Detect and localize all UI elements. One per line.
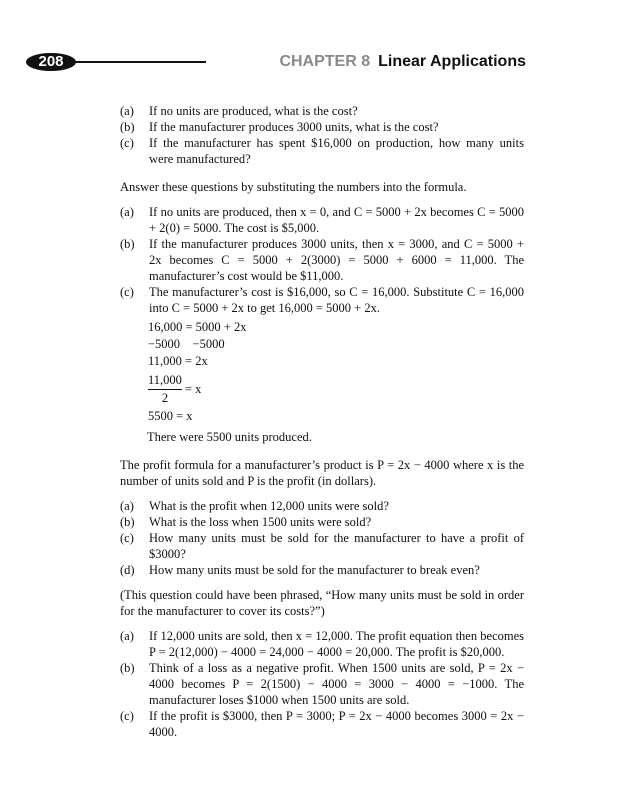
list-item — [120, 236, 524, 284]
item-text: If the manufacturer produces 3000 units, what is the cost? — [149, 120, 439, 134]
fraction-line — [148, 370, 524, 408]
conclusion-text: There were 5500 units produced. — [147, 430, 312, 444]
list-item — [120, 103, 524, 119]
list-item — [120, 119, 524, 135]
question-list-cost — [120, 103, 524, 167]
item-text: If no units are produced, then x = 0, and C = 5000 + 2x becomes C = 5000 + 2(0) = 5000. The cost is $5,000. — [149, 205, 524, 235]
note-paragraph: (This question could have been phrased, “How many units must be sold in order for the manufacturer to cover its costs?”) — [120, 588, 524, 618]
work-line: −5000 −5000 — [148, 337, 225, 351]
header-rule — [74, 61, 206, 63]
item-text: How many units must be sold for the manufacturer to break even? — [149, 563, 480, 577]
page-body — [120, 103, 524, 740]
list-item — [120, 530, 524, 562]
list-item — [120, 628, 524, 660]
answer-list-cost — [120, 204, 524, 316]
item-label: (c) — [120, 709, 134, 723]
work-line: 5500 = x — [148, 409, 193, 423]
item-text: If the manufacturer has spent $16,000 on production, how many units were manufactured? — [149, 136, 524, 166]
intro-paragraph: Answer these questions by substituting the numbers into the formula. — [120, 180, 467, 194]
fraction-numerator: 11,000 — [148, 373, 182, 390]
item-text: If the profit is $3000, then P = 3000; P = 2x − 4000 becomes 3000 = 2x − 4000. — [149, 709, 524, 739]
item-label: (c) — [120, 285, 134, 299]
page-header — [26, 50, 526, 76]
item-label: (a) — [120, 499, 134, 513]
answer-list-profit — [120, 628, 524, 740]
item-label: (a) — [120, 205, 134, 219]
list-item — [120, 562, 524, 578]
item-label: (b) — [120, 661, 135, 675]
item-label: (b) — [120, 237, 135, 251]
list-item — [120, 514, 524, 530]
fraction-rhs: = x — [184, 382, 202, 396]
list-item — [120, 660, 524, 708]
list-item — [120, 498, 524, 514]
profit-intro-paragraph: The profit formula for a manufacturer’s product is P = 2x − 4000 where x is the number of units sold and P is the profit (in dollars). — [120, 458, 524, 488]
item-text: What is the profit when 12,000 units were sold? — [149, 499, 389, 513]
fraction-denominator: 2 — [161, 390, 169, 405]
chapter-title: Linear Applications — [378, 53, 526, 70]
item-label: (a) — [120, 104, 134, 118]
list-item — [120, 204, 524, 236]
chapter-heading — [279, 50, 526, 74]
work-line: 11,000 = 2x — [148, 354, 208, 368]
solution-work — [148, 319, 524, 425]
item-text: If the manufacturer produces 3000 units, then x = 3000, and C = 5000 + 2x becomes C = 5000 + 2(3000) = 5000 + 6000 = 11,000. The manufacturer’s cost would be $11,000. — [149, 237, 524, 283]
work-line: 16,000 = 5000 + 2x — [148, 320, 247, 334]
item-label: (a) — [120, 629, 134, 643]
item-text: If no units are produced, what is the cost? — [149, 104, 358, 118]
list-item — [120, 284, 524, 316]
list-item — [120, 708, 524, 740]
item-text: What is the loss when 1500 units were sold? — [149, 515, 372, 529]
item-label: (c) — [120, 531, 134, 545]
item-label: (c) — [120, 136, 134, 150]
list-item — [120, 135, 524, 167]
item-label: (b) — [120, 515, 135, 529]
item-label: (d) — [120, 563, 135, 577]
fraction — [148, 373, 182, 406]
page-number-badge: 208 — [26, 53, 76, 71]
question-list-profit — [120, 498, 524, 578]
item-text: If 12,000 units are sold, then x = 12,000. The profit equation then becomes P = 2(12,000) − 4000 = 24,000 − 4000 = 20,000. The profit is $20,000. — [149, 629, 524, 659]
item-text: The manufacturer’s cost is $16,000, so C = 16,000. Substitute C = 16,000 into C = 5000 + 2x to get 16,000 = 5000 + 2x. — [149, 285, 524, 315]
chapter-label: CHAPTER 8 — [279, 53, 371, 70]
item-text: How many units must be sold for the manufacturer to have a profit of $3000? — [149, 531, 524, 561]
item-label: (b) — [120, 120, 135, 134]
item-text: Think of a loss as a negative profit. When 1500 units are sold, P = 2x − 4000 becomes P = 2(1500) − 4000 = 3000 − 4000 = −1000. The manufacturer loses $1000 when 1500 units are sold. — [149, 661, 524, 707]
